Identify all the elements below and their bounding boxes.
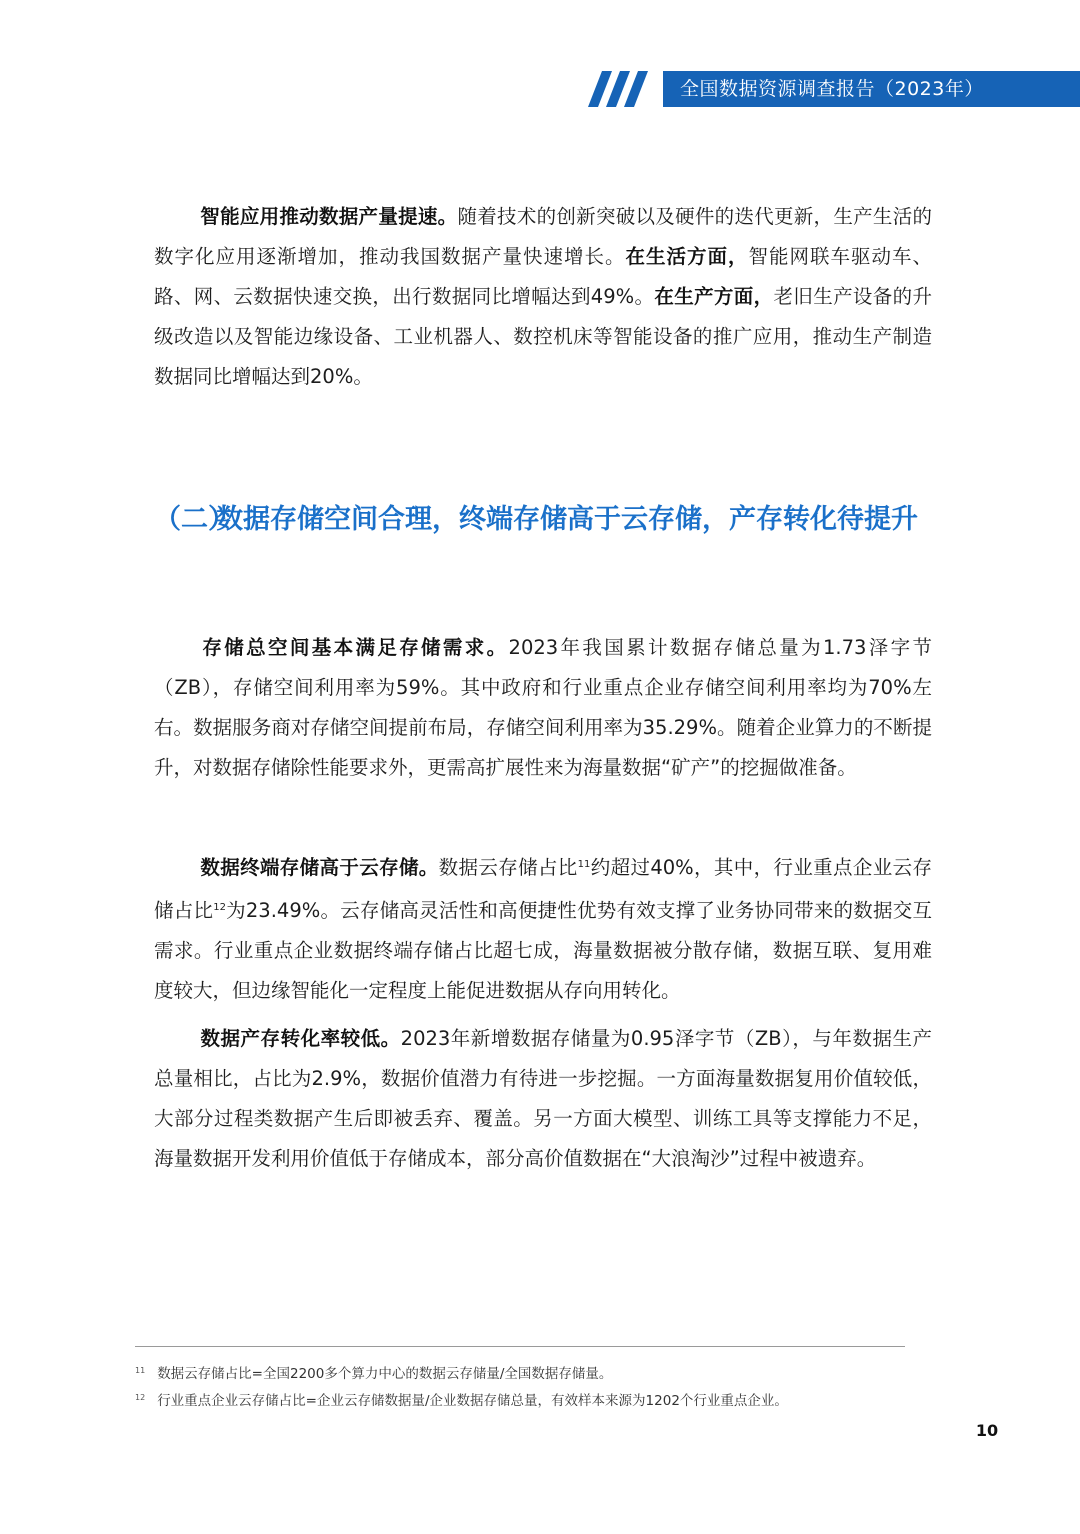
paragraph-lead: 存储总空间基本满足存储需求。 — [200, 636, 509, 659]
footnote-12: $^{12}$ 行业重点企业云存储占比=企业云存储数据量/企业数据存储总量，有效样本来源为1202个行业重点企业。 — [135, 1393, 788, 1409]
footnote-divider — [135, 1346, 905, 1347]
paragraph-conversion-rate: 数据产存转化率较低。2023年新增数据存储量为0.95泽字节（ZB），与年数据生产总量相比，占比为2.9%，数据价值潜力有待进一步挖掘。一方面海量数据复用价值较低，大部分过程类数据产生后即被丢弃、覆盖。另一方面大模型、训练工具等支撑能力不足，海量数据开发利用价值低于存储成本，部分高价值数据在“大浪淘沙”过程中被遗弃。 — [154, 1027, 932, 1170]
section-title: 数据存储空间合理，终端存储高于云存储，产存转化待提升 — [216, 504, 918, 535]
paragraph-lead: 智能应用推动数据产量提速。 — [200, 205, 458, 228]
paragraph-terminal-vs-cloud: 数据终端存储高于云存储。数据云存储占比$^{11}$约超过40%，其中，行业重点企业云存储占比$^{12}$为23.49%。云存储高灵活性和高便捷性优势有效支撑了业务协同带来的数据交互需求。行业重点企业数据终端存储占比超七成，海量数据被分散存储，数据互联、复用难度较大，但边缘智能化一定程度上能促进数据从存向用转化。 — [154, 856, 932, 1002]
paragraph-data-production: 智能应用推动数据产量提速。随着技术的创新突破以及硬件的迭代更新，生产生活的数字化应用逐渐增加，推动我国数据产量快速增长。在生活方面，智能网联车驱动车、路、网、云数据快速交换，出行数据同比增幅达到49%。在生产方面，老旧生产设备的升级改造以及智能边缘设备、工业机器人、数控机床等智能设备的推广应用，推动生产制造数据同比增幅达到20%。 — [154, 205, 932, 388]
paragraph-lead: 数据终端存储高于云存储。 — [200, 856, 439, 879]
paragraph-lead: 数据产存转化率较低。 — [200, 1027, 401, 1050]
footnote-ref-11[interactable]: 11 — [577, 859, 591, 870]
header-stripes-decoration — [588, 71, 668, 107]
footnote-ref-12[interactable]: 12 — [213, 902, 226, 913]
report-title: 全国数据资源调查报告（2023年） — [680, 78, 984, 100]
section-number: （二） — [154, 504, 235, 535]
section-heading — [154, 498, 944, 542]
page-number: 10 — [975, 1421, 999, 1440]
paragraph-storage-space: 存储总空间基本满足存储需求。2023年我国累计数据存储总量为1.73泽字节（ZB），存储空间利用率为59%。其中政府和行业重点企业存储空间利用率均为70%左右。数据服务商对存储空间提前布局，存储空间利用率为35.29%。随着企业算力的不断提升，对数据存储除性能要求外，更需高扩展性来为海量数据“矿产”的挖掘做准备。 — [154, 636, 932, 779]
footnote-11: $^{11}$ 数据云存储占比=全国2200多个算力中心的数据云存储量/全国数据存储量。 — [135, 1366, 613, 1382]
